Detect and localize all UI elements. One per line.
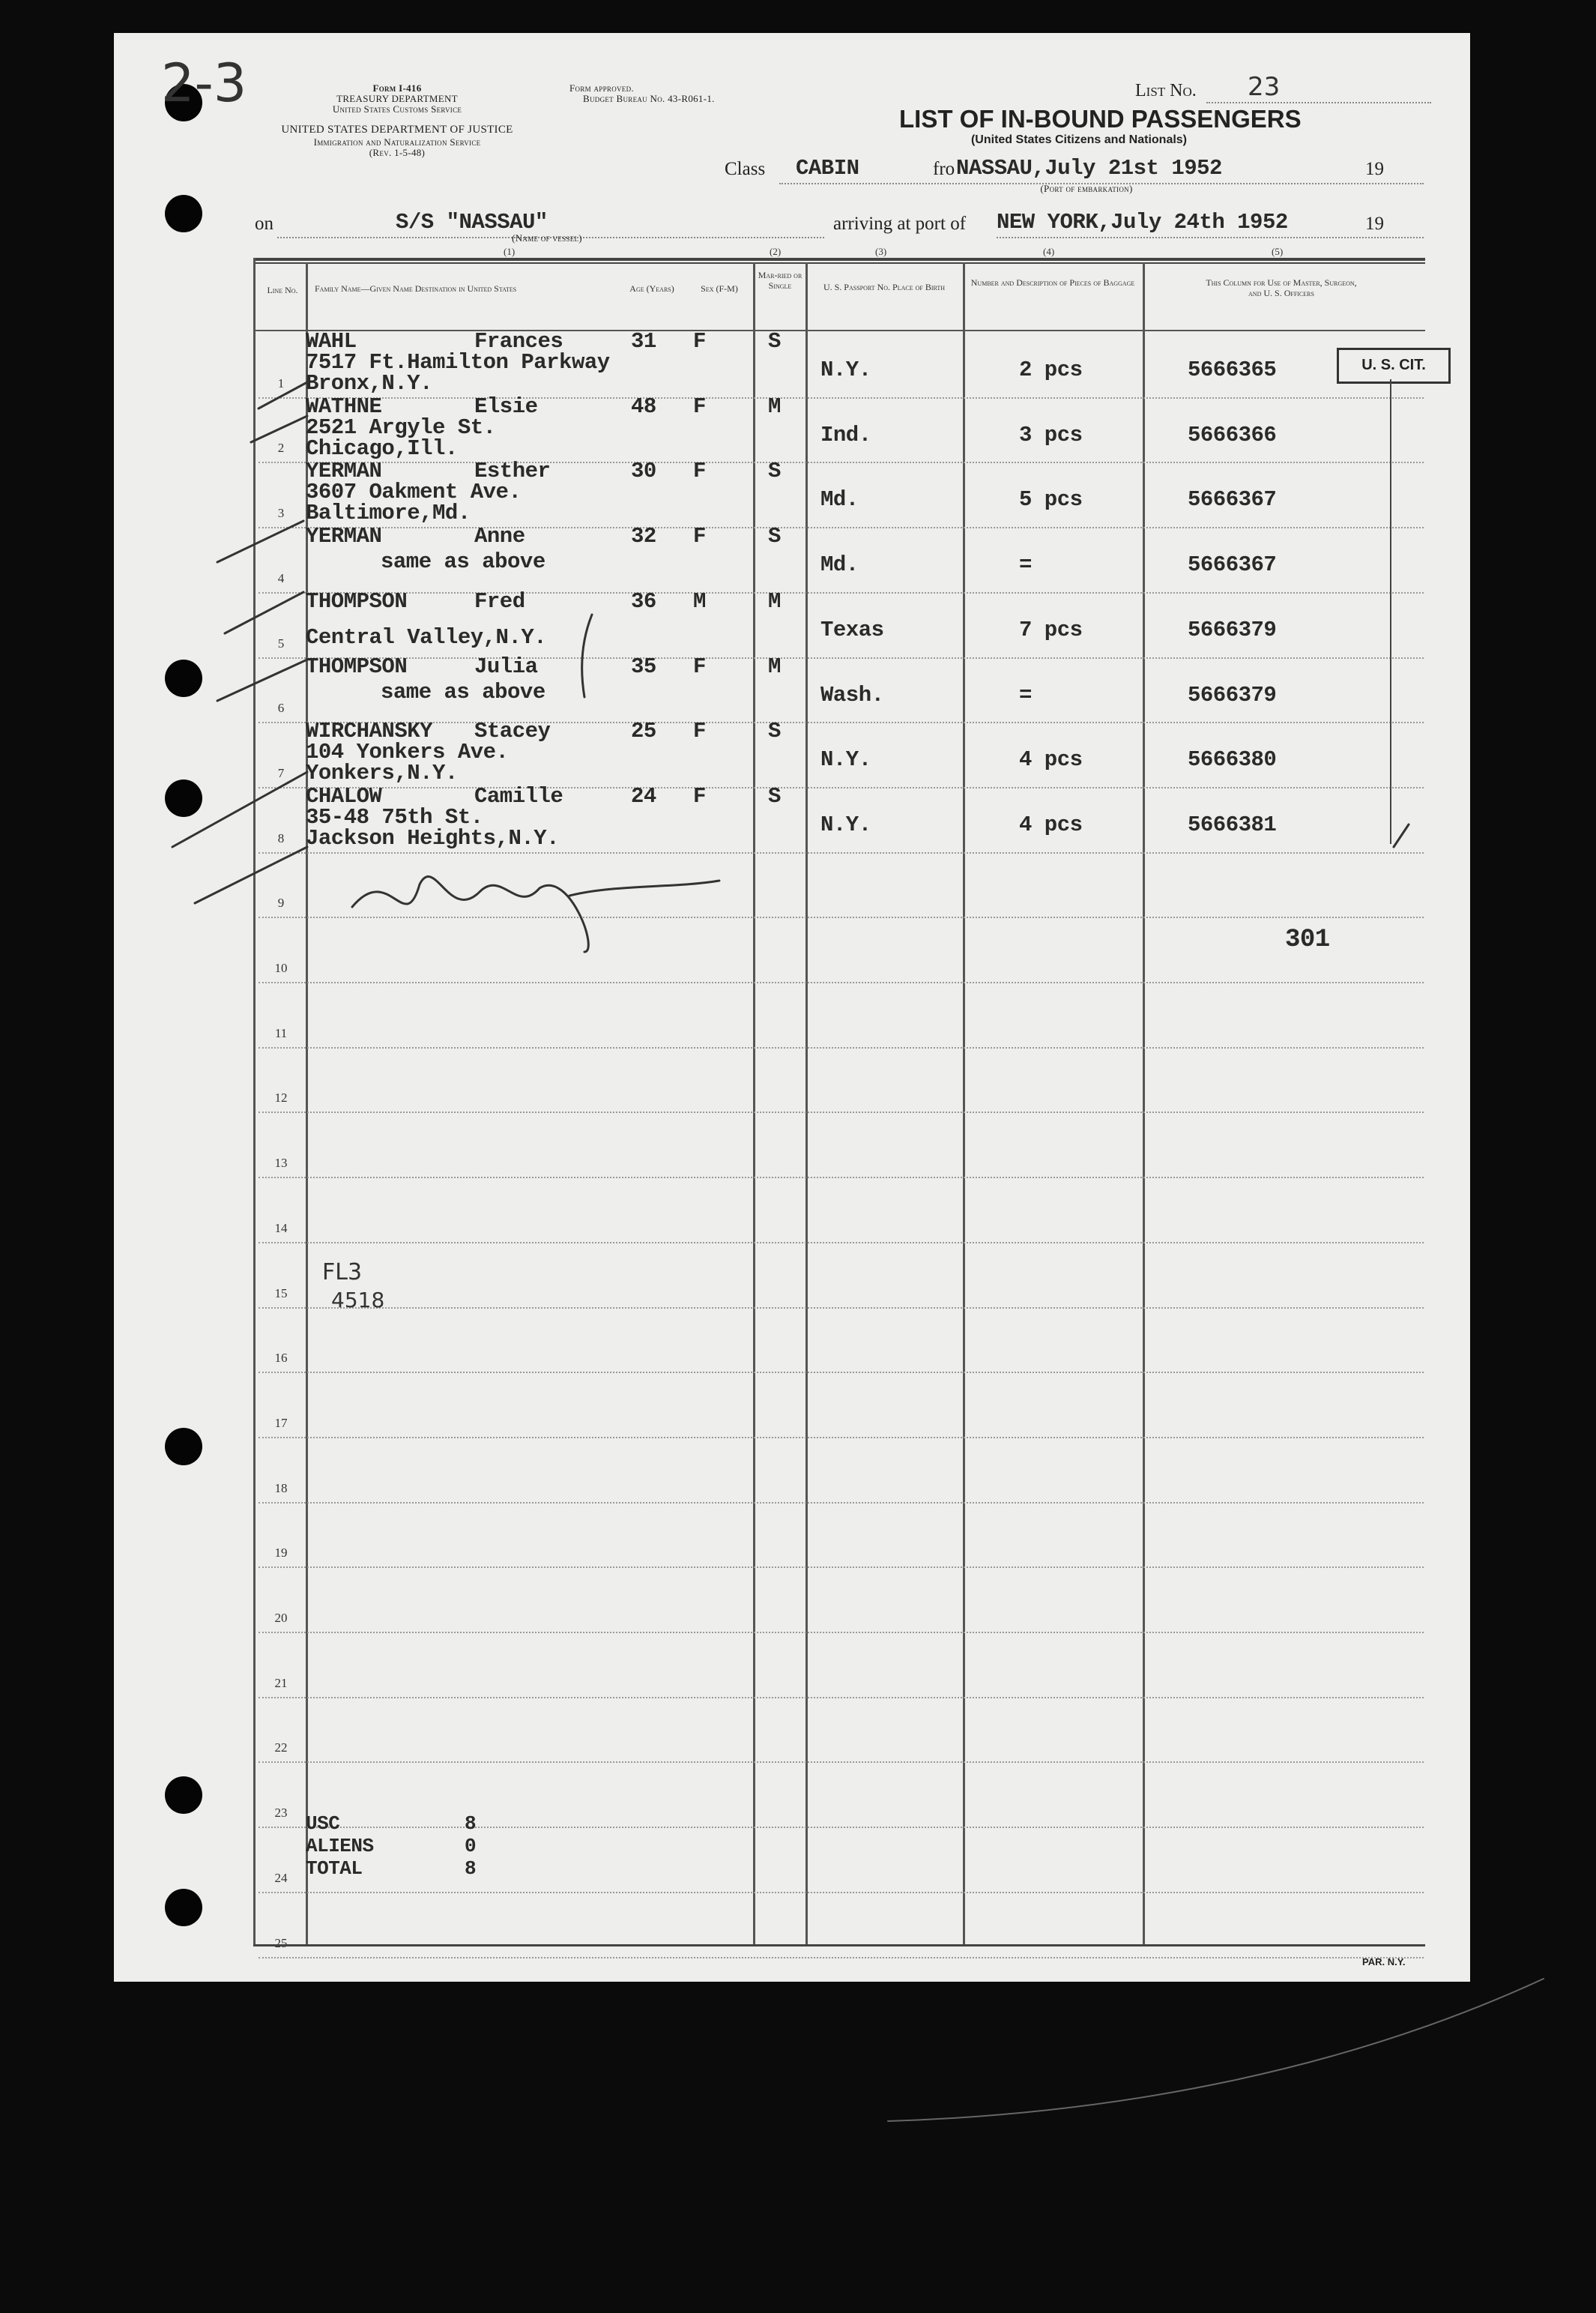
passport-number: 5666366 [1188, 422, 1277, 447]
place-of-birth: Md. [820, 487, 859, 513]
given-name: Julia [474, 654, 538, 679]
line-number: 22 [274, 1740, 288, 1755]
form-approved: Form approved. [569, 82, 634, 94]
given-name: Anne [474, 524, 525, 549]
line-number: 7 [277, 765, 285, 780]
passport-number: 5666367 [1188, 487, 1277, 513]
line-number: 14 [274, 1220, 288, 1235]
list-no-label: List No. [1135, 81, 1197, 100]
marital-status: S [768, 459, 781, 484]
sex: F [693, 393, 706, 419]
given-name: Esther [474, 459, 551, 484]
passport-number: 5666380 [1188, 747, 1277, 773]
place-of-birth: N.Y. [820, 812, 871, 837]
total-label: TOTAL [306, 1857, 363, 1880]
age: 32 [631, 524, 656, 549]
port-of-embarkation: NASSAU,July 21st 1952 [956, 156, 1222, 181]
year-suffix-2: 19 [1365, 214, 1384, 234]
sex: F [693, 459, 706, 484]
form-number: Form I-416 [372, 82, 422, 94]
address-line-2: Baltimore,Md. [306, 501, 471, 526]
place-of-birth: Md. [820, 552, 859, 578]
form-title: LIST OF IN-BOUND PASSENGERS [899, 105, 1302, 133]
treasury-dept: TREASURY DEPARTMENT [336, 93, 458, 104]
baggage: 5 pcs [1019, 487, 1083, 513]
header-officers: This Column for Use of Master, Surgeon, and U. S. Officers [1206, 277, 1357, 298]
line-number: 1 [277, 376, 285, 390]
family-name: THOMPSON [306, 588, 408, 614]
place-of-birth: Wash. [820, 682, 884, 708]
passport-number: 5666365 [1188, 358, 1277, 382]
line-number: 12 [274, 1091, 288, 1106]
line-number: 20 [274, 1611, 288, 1625]
annotation-301: 301 [1285, 926, 1330, 954]
age: 25 [631, 719, 656, 744]
line-number: 16 [274, 1351, 288, 1366]
address-line-2: Chicago,Ill. [306, 435, 458, 461]
usc-count: 8 [465, 1812, 477, 1835]
marital-status: S [768, 719, 781, 744]
baggage: 4 pcs [1019, 812, 1083, 837]
age: 30 [631, 459, 656, 484]
address-line-1: same as above [381, 679, 545, 705]
address-line-1: Central Valley,N.Y. [306, 624, 547, 650]
immigration-service: Immigration and Naturalization Service [313, 136, 481, 148]
age: 31 [631, 329, 656, 354]
age: 35 [631, 654, 656, 679]
vessel-name: S/S "NASSAU" [396, 210, 548, 235]
line-number: 2 [277, 441, 285, 456]
handwritten-note-fl3: FL3 [322, 1259, 363, 1285]
line-number: 19 [274, 1545, 288, 1560]
address-line-2: Bronx,N.Y. [306, 371, 433, 396]
sex: F [693, 654, 706, 679]
aliens-label: ALIENS [306, 1835, 374, 1857]
line-number: 10 [274, 961, 288, 975]
passport-number: 5666379 [1188, 682, 1277, 708]
line-number: 15 [274, 1285, 288, 1300]
col-num-4: (4) [1043, 246, 1055, 257]
place-of-birth: Ind. [820, 422, 871, 447]
handwritten-corner-number: 2-3 [161, 52, 247, 114]
place-of-birth: N.Y. [820, 358, 871, 382]
port-of-arrival: NEW YORK,July 24th 1952 [997, 210, 1288, 235]
handwritten-note-4518: 4518 [331, 1288, 385, 1312]
line-number: 13 [274, 1156, 288, 1171]
year-suffix-1: 19 [1365, 159, 1384, 179]
given-name: Stacey [474, 719, 551, 744]
address-line-1: 35-48 75th St. [306, 804, 483, 830]
header-line-no: Line No. [267, 285, 298, 295]
address-line-1: 3607 Oakment Ave. [306, 480, 522, 505]
footer-code: PAR. N.Y. [1362, 1956, 1406, 1967]
given-name: Camille [474, 783, 563, 809]
sex: F [693, 524, 706, 549]
baggage: 7 pcs [1019, 617, 1083, 642]
marital-status: M [768, 393, 781, 419]
address-line-1: 2521 Argyle St. [306, 414, 496, 440]
check-mark [259, 382, 307, 408]
address-line-1: same as above [381, 549, 545, 575]
address-line-2: Jackson Heights,N.Y. [306, 825, 560, 851]
line-number: 23 [274, 1806, 288, 1821]
class-label: Class [725, 159, 766, 179]
line-number: 18 [274, 1480, 288, 1495]
given-name: Fred [474, 588, 525, 614]
line-number: 6 [277, 701, 285, 716]
line-number: 24 [274, 1870, 288, 1885]
passport-number: 5666379 [1188, 617, 1277, 642]
header-sex: Sex (F-M) [701, 283, 738, 294]
family-name: WAHL [306, 329, 357, 354]
line-number: 4 [277, 570, 285, 585]
line-number: 3 [277, 506, 285, 521]
header-married: Mar-ried or Single [758, 270, 802, 291]
family-name: WIRCHANSKY [306, 719, 433, 744]
address-line-2: Yonkers,N.Y. [306, 761, 458, 786]
vessel-caption: (Name of vessel) [512, 232, 582, 244]
sex: F [693, 329, 706, 354]
passport-number: 5666381 [1188, 812, 1277, 837]
us-citizen-stamp: U. S. CIT. [1337, 348, 1451, 384]
marital-status: S [768, 524, 781, 549]
family-name: YERMAN [306, 524, 382, 549]
revision: (Rev. 1-5-48) [369, 147, 426, 158]
table-bottom-rule [253, 1944, 1425, 1946]
line-number: 8 [277, 830, 285, 845]
arriving-label: arriving at port of [833, 214, 967, 234]
col-num-3: (3) [875, 246, 887, 257]
given-name: Frances [474, 329, 563, 354]
line-number: 21 [274, 1675, 288, 1690]
address-line-1: 104 Yonkers Ave. [306, 740, 509, 765]
signature [352, 876, 719, 952]
port-embark-caption: (Port of embarkation) [1040, 183, 1133, 194]
header-baggage: Number and Description of Pieces of Baggage [970, 277, 1135, 288]
line-number: 17 [274, 1415, 288, 1430]
sex: F [693, 783, 706, 809]
list-no-value: 23 [1248, 72, 1281, 102]
from-label: fro [933, 159, 955, 179]
usc-label: USC [306, 1812, 340, 1835]
marital-status: M [768, 588, 781, 614]
header-age: Age (Years) [629, 283, 674, 294]
on-label: on [255, 214, 273, 234]
place-of-birth: N.Y. [820, 747, 871, 773]
line-number: 25 [274, 1935, 288, 1950]
aliens-count: 0 [465, 1835, 477, 1857]
justice-dept: UNITED STATES DEPARTMENT OF JUSTICE [281, 124, 513, 136]
baggage: = [1019, 552, 1032, 578]
marital-status: S [768, 783, 781, 809]
age: 24 [631, 783, 656, 809]
baggage: 2 pcs [1019, 358, 1083, 382]
total-count: 8 [465, 1857, 477, 1880]
class-value: CABIN [796, 156, 859, 181]
age: 36 [631, 588, 656, 614]
sex: F [693, 719, 706, 744]
col-num-5: (5) [1272, 246, 1284, 257]
family-name: YERMAN [306, 459, 382, 484]
marital-status: S [768, 329, 781, 354]
age: 48 [631, 393, 656, 419]
family-name: WATHNE [306, 393, 382, 419]
baggage: 3 pcs [1019, 422, 1083, 447]
line-number: 5 [277, 636, 285, 651]
customs-service: United States Customs Service [332, 103, 462, 115]
header-passport: U. S. Passport No. Place of Birth [823, 282, 946, 292]
col-num-2: (2) [770, 246, 782, 257]
baggage: = [1019, 682, 1032, 708]
line-number: 11 [274, 1025, 288, 1040]
marital-status: M [768, 654, 781, 679]
passport-number: 5666367 [1188, 552, 1277, 578]
family-name: CHALOW [306, 783, 382, 809]
form-subtitle: (United States Citizens and Nationals) [970, 133, 1188, 146]
sex: M [693, 588, 706, 614]
given-name: Elsie [474, 393, 538, 419]
line-number: 9 [277, 896, 285, 911]
baggage: 4 pcs [1019, 747, 1083, 773]
family-name: THOMPSON [306, 654, 408, 679]
budget-bureau: Budget Bureau No. 43-R061-1. [583, 93, 715, 104]
place-of-birth: Texas [820, 617, 884, 642]
address-line-1: 7517 Ft.Hamilton Parkway [306, 350, 610, 375]
col-num-1: (1) [504, 246, 516, 257]
header-name: Family Name—Given Name Destination in United States [315, 283, 517, 294]
